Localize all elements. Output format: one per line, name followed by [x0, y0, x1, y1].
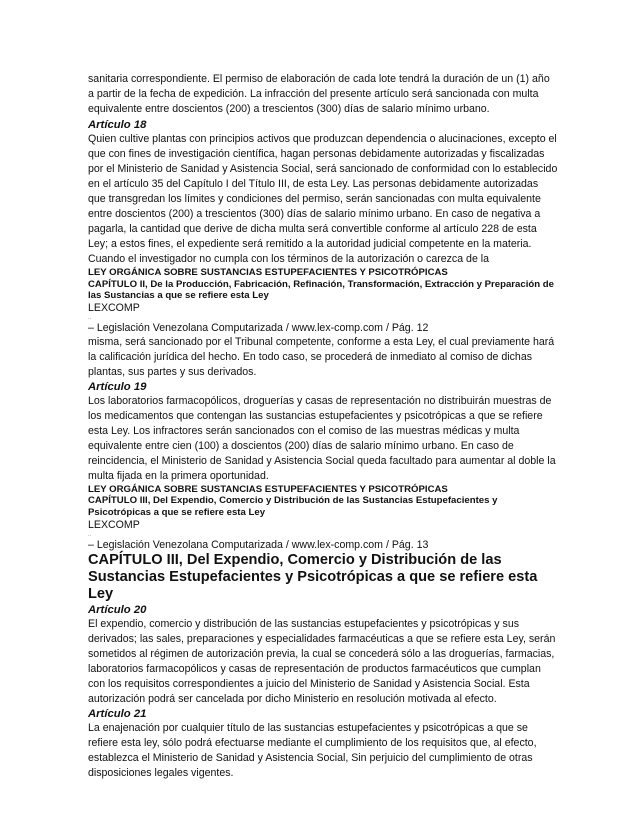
page-footer: – Legislación Venezolana Computarizada / www.lex-comp.com / Pág. 12 — [88, 321, 429, 334]
paragraph-art19: Los laboratorios farmacopólicos, droguerías y casas de representación no distribuirán muestras de los medicamentos que contengan las sustancias estupefacientes y psicotrópicas a que se refiere esta Ley. Los infractores serán sancionados con el comiso de las muestras médicas y multa equivalente entre cien (100) a doscientos (200) días de salario mínimo urbano. En caso de reincidencia, el Ministerio de Sanidad y Asistencia Social queda facultado para aumentar al doble la multa fijada en la primera oportunidad. — [88, 394, 556, 482]
law-header: LEY ORGÁNICA SOBRE SUSTANCIAS ESTUPEFACIENTES Y PSICOTRÓPICAS — [88, 267, 448, 278]
paragraph-art18: Quien cultive plantas con principios activos que produzcan dependencia o alucinaciones, excepto el que con fines de investigación científica, hagan personas debidamente autorizadas y fiscalizadas por el Ministerio de Sanidad y Asistencia Social, será sancionado de conformidad con lo establecido en el artículo 35 del Capítulo I del Título III, de esta Ley. Las personas debidamente autorizadas que transgredan los límites y condiciones del permiso, serán sancionadas con multa equivalente entre doscientos (200) a trescientos (300) días de salario mínimo urbano. En caso de negativa a pagarla, la cantidad que derive de dicha multa será convertible conforme al artículo 228 de esta Ley; a estos fines, el expediente será remitido a la autoridad judicial competente en la materia. Cuando el investigador no cumpla con los términos de la autorización o carezca de la — [88, 133, 558, 265]
article-20-heading: Artículo 20 — [88, 603, 147, 616]
paragraph-art21: La enajenación por cualquier título de las sustancias estupefacientes y psicotrópicas a que se refiere esta ley, sólo podrá efectuarse mediante el cumplimiento de los requisitos que, al efecto, establezca el Ministerio de Sanidad y Asistencia Social, Sin perjuicio del cumplimiento de otras disposiciones legales vigentes. — [88, 721, 537, 779]
paragraph-art20: El expendio, comercio y distribución de las sustancias estupefacientes y psicotrópicas y sus derivados; las sales, preparaciones y especialidades farmacéuticas a que se refiere esta Ley, serán sometidos al régimen de autorización previa, la cual se concederá sólo a las droguerías, farmacias, laboratorios farmacopólicos y casas de representación de productos farmacéuticos que cumplan con los requisitos correspondientes a juicio del Ministerio de Sanidad y Asistencia Social. Esta autorización podrá ser cancelada por dicho Ministerio en resolución motivada al efecto. — [88, 617, 556, 705]
chapter-header: CAPÍTULO III, Del Expendio, Comercio y Distribución de las Sustancias Estupefacientes y Psicotrópicas a que se refiere esta Ley — [88, 495, 498, 518]
chapter-title: CAPÍTULO III, Del Expendio, Comercio y Distribución de las Sustancias Estupefacientes y Psicotrópicas a que se refiere esta Ley — [88, 551, 538, 602]
document-page — [88, 72, 558, 781]
chapter-header: CAPÍTULO II, De la Producción, Fabricación, Refinación, Transformación, Extracción y Preparación de las Sustancias a que se refiere esta Ley — [88, 278, 554, 302]
article-19-heading: Artículo 19 — [88, 380, 147, 393]
separator-dot: .. — [88, 314, 92, 321]
paragraph-art17-end: sanitaria correspondiente. El permiso de elaboración de cada lote tendrá la duración de un (1) año a partir de la fecha de expedición. La infracción del presente artículo será sancionada con multa equivalente entre doscientos (200) a trescientos (300) días de salario mínimo urbano. — [88, 73, 550, 115]
article-21-heading: Artículo 21 — [88, 707, 147, 720]
article-18-heading: Artículo 18 — [88, 119, 147, 131]
law-header: LEY ORGÁNICA SOBRE SUSTANCIAS ESTUPEFACIENTES Y PSICOTRÓPICAS — [88, 483, 448, 495]
lexcomp-label: LEXCOMP — [88, 301, 140, 314]
page-footer: – Legislación Venezolana Computarizada / www.lex-comp.com / Pág. 13 — [88, 538, 429, 551]
paragraph-art18-cont: misma, será sancionado por el Tribunal competente, conforme a esta Ley, el cual previamente hará la calificación jurídica del hecho. En todo caso, se procederá de inmediato al comiso de dichas plantas, sus partes y sus derivados. — [88, 335, 555, 378]
separator-dot: .. — [88, 531, 92, 538]
lexcomp-label: LEXCOMP — [88, 518, 140, 531]
